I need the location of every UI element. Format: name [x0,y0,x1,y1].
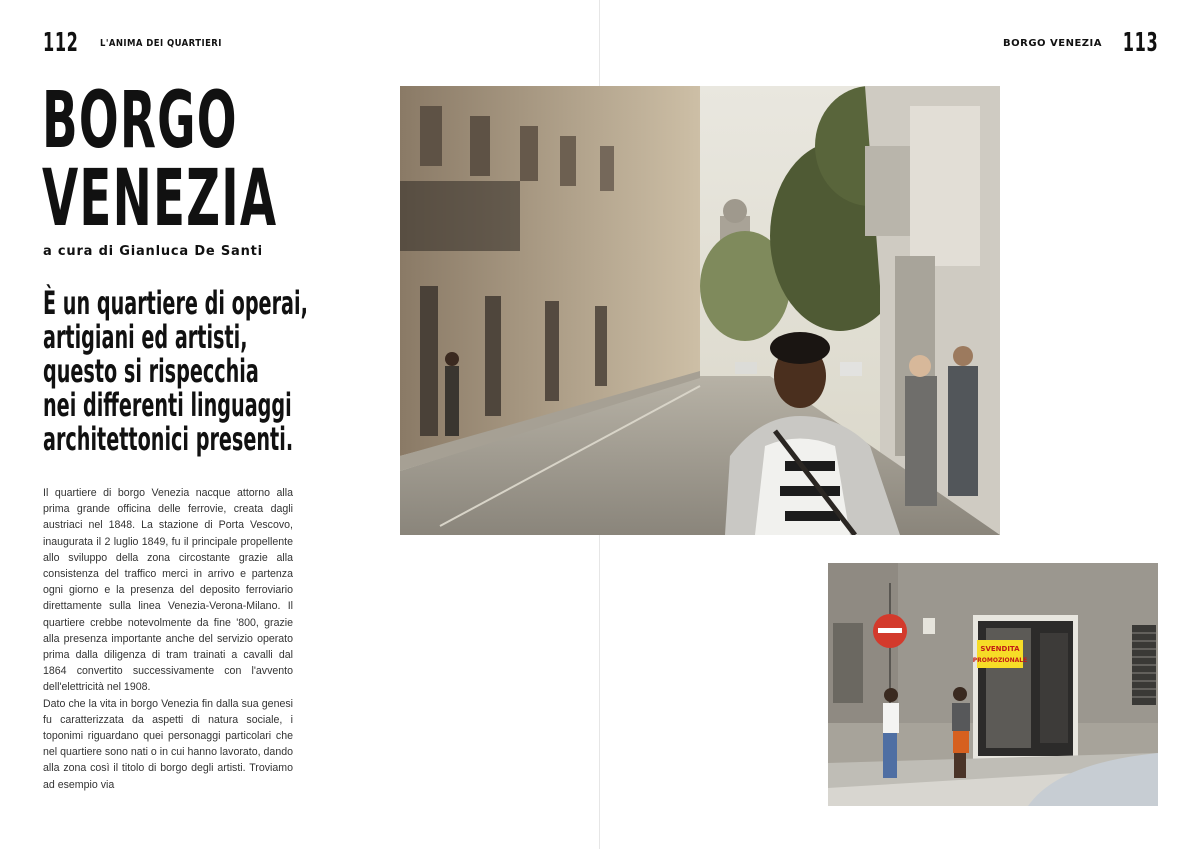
body-paragraph-2: Dato che la vita in borgo Venezia fin dalla sua genesi fu caratterizzata da aspetti di natura sociale, i toponimi riguardano quei personaggi particolari che nel quartiere sono nati o in cui hanno lavorato, dando alla zona così il titolo di borgo degli artisti. Troviamo ad esempio via [43,697,293,791]
body-paragraph-1: Il quartiere di borgo Venezia nacque attorno alla prima grande officina delle ferrovie, creata dagli austriaci nel 1848. La stazione di Porta Vescovo, inaugurata il 2 luglio 1849, fu il principale propellente allo sviluppo della zona circostante grazie alla consistenza del traffico merci in arrivo e partenza ogni giorno e la presenza del deposito ferroviario direttamente sulla linea Venezia-Verona-Milano. Il quartiere crebbe notevolmente da fine '800, grazie alla presenza importante anche del servizio operato prima dalla diligenza di tram trainati a cavalli dal 1864 convertito successivamente con l'avvento dell'elettricità nel 1908. [43,487,293,694]
page-number-right: 113 [1122,28,1158,58]
page-number-left: 112 [43,28,79,58]
article-title [42,76,278,244]
running-header-right: BORGO VENEZIA [1003,38,1102,49]
shop-photo [828,563,1158,806]
street-photo [400,86,1000,535]
shop-sign-line-2: PROMOZIONALE [972,657,1028,664]
title-line-2: VENEZIA [42,154,278,244]
shop-sign-line-1: SVENDITA [980,645,1020,653]
body-text [43,485,293,793]
title-line-1: BORGO [42,76,238,166]
pullquote: È un quartiere di operai, artigiani ed artisti, questo si rispecchia nei differenti linguaggi architettonici presenti. [43,284,308,458]
running-header-left: L'ANIMA DEI QUARTIERI [100,38,222,49]
byline: a cura di Gianluca De Santi [43,244,263,259]
